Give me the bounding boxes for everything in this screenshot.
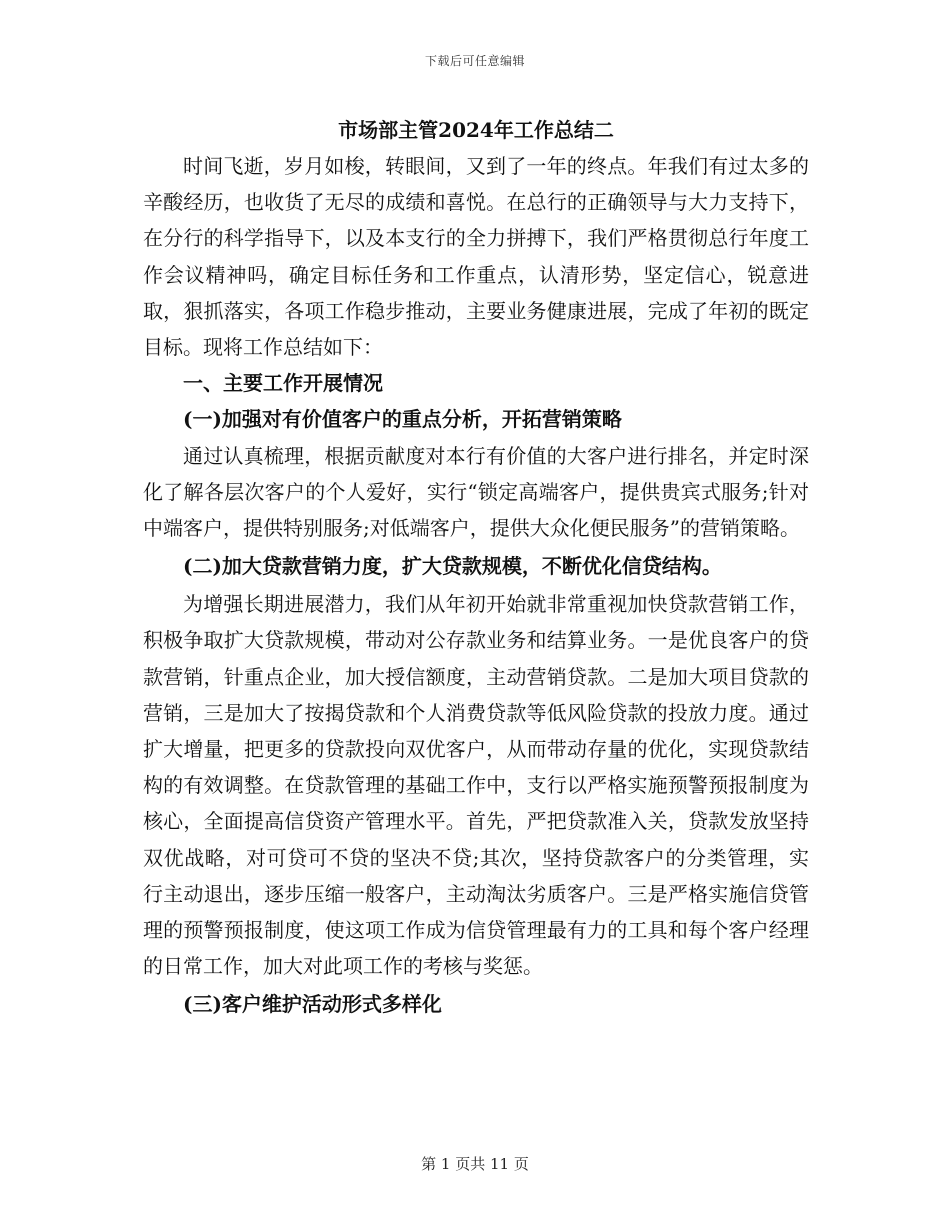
intro-paragraph: 时间飞逝，岁月如梭，转眼间，又到了一年的终点。年我们有过太多的辛酸经历，也收货了无尽的成绩和喜悦。在总行的正确领导与大力支持下，在分行的科学指导下，以及本支行的全力拼搏下，我们严格贯彻总行年度工作会议精神吗，确定目标任务和工作重点，认清形势，坚定信心，锐意进取，狠抓落实，各项工作稳步推动，主要业务健康进展，完成了年初的既定目标。现将工作总结如下： [143,154,809,360]
subsection-paragraph-2: 为增强长期进展潜力，我们从年初开始就非常重视加快贷款营销工作，积极争取扩大贷款规模，带动对公存款业务和结算业务。一是优良客户的贷款营销，针重点企业，加大授信额度，主动营销贷款。二是加大项目贷款的营销，三是加大了按揭贷款和个人消费贷款等低风险贷款的投放力度。通过扩大增量，把更多的贷款投向双优客户，从而带动存量的优化，实现贷款结构的有效调整。在贷款管理的基础工作中，支行以严格实施预警预报制度为核心，全面提高信贷资产管理水平。首先，严把贷款准入关，贷款发放坚持双优战略，对可贷可不贷的坚决不贷;其次，坚持贷款客户的分类管理，实行主动退出，逐步压缩一般客户，主动淘汰劣质客户。三是严格实施信贷管理的预警预报制度，使这项工作成为信贷管理最有力的工具和每个客户经理的日常工作，加大对此项工作的考核与奖惩。 [143,592,809,979]
page-footer: 第 1 页共 11 页 [421,1155,529,1173]
subsection-heading-2: (二)加大贷款营销力度，扩大贷款规模，不断优化信贷结构。 [183,554,722,579]
subsection-paragraph-1: 通过认真梳理，根据贡献度对本行有价值的大客户进行排名，并定时深化了解各层次客户的个人爱好，实行“锁定高端客户，提供贵宾式服务;针对中端客户，提供特别服务;对低端客户，提供大众化便民服务”的营销策略。 [143,443,809,541]
document-body [143,112,809,1024]
subsection-heading-1: (一)加强对有价值客户的重点分析，开拓营销策略 [183,407,622,432]
section-heading-1: 一、主要工作开展情况 [183,371,383,396]
page-header: 下载后可任意编辑 [424,54,525,68]
subsection-heading-3: (三)客户维护活动形式多样化 [183,992,442,1017]
document-title: 市场部主管2024年工作总结二 [338,118,614,142]
